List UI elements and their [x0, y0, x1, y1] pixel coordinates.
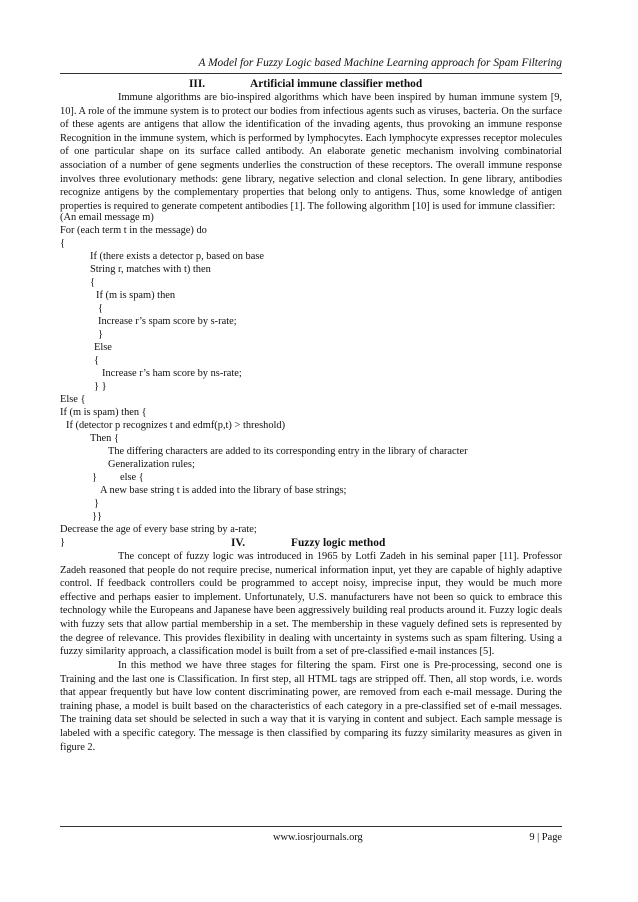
algorithm-line: Else	[94, 342, 112, 353]
algorithm-line: String r, matches with t) then	[90, 264, 211, 275]
algorithm-line: }}	[92, 511, 102, 522]
algorithm-line: A new base string t is added into the library of base strings;	[100, 485, 347, 496]
algorithm-line: {	[98, 303, 103, 314]
section-3-title: Artificial immune classifier method	[250, 78, 423, 90]
algorithm-line: {	[90, 277, 95, 288]
algorithm-line: Increase r’s spam score by s-rate;	[98, 316, 237, 327]
algorithm-line: }	[94, 498, 99, 509]
algorithm-line: The differing characters are added to its corresponding entry in the library of character	[108, 446, 468, 457]
section-3-number: III.	[189, 78, 206, 90]
section-4-paragraph-2: In this method we have three stages for filtering the spam. First one is Pre-processing, second one is Training and the last one is Classification. In first step, all HTML tags are stripped off. Then, all stop words, i.e. words that appear frequently but have low content discriminating power, are removed from each e-mail message. During the training phase, a model is built based on the characteristics of each category in a pre-classified set of e-mail messages. The training data set should be selected in such a way that it is varying in content and subject. Each sample message is labeled with a specific category. The message is then classified by comparing its fuzzy similarity measures as given in figure 2.	[60, 660, 562, 753]
algorithm-line: }	[98, 329, 103, 340]
header-rule	[60, 73, 562, 74]
algorithm-line: For (each term t in the message) do	[60, 225, 207, 236]
running-header: A Model for Fuzzy Logic based Machine Learning approach for Spam Filtering	[198, 57, 562, 69]
algorithm-line: }	[60, 537, 65, 548]
algorithm-line: Decrease the age of every base string by a-rate;	[60, 524, 257, 535]
algorithm-line: Generalization rules;	[108, 459, 195, 470]
algorithm-line: If (there exists a detector p, based on base	[90, 251, 264, 262]
algorithm-line: else {	[120, 472, 144, 483]
algorithm-line: If (detector p recognizes t and edmf(p,t) > threshold)	[66, 420, 286, 431]
algorithm-line: Else {	[60, 394, 86, 405]
algorithm-line: }	[92, 472, 97, 483]
section-3-paragraph: Immune algorithms are bio-inspired algorithms which have been inspired by human immune system [9, 10]. A role of the immune system is to protect our bodies from infectious agents such as viruses, bacteria. On the surface of these agents are antigens that allow the identification of the invading agents, thus provoking an immune response Recognition in the immune system, which is performed by lymphocytes. Each lymphocyte expresses receptor molecules of one particular shape on its surface called antibody. An elaborate genetic mechanism involving combinatorial association of a number of gene segments underlies the construction of these receptors. The overall immune response involves three evolutionary methods: gene library, negative selection and clonal selection. In gene library, antibodies recognize antigens by the complementary properties that belong only to antigens. Thus, some knowledge of antigen properties is required to generate competent antibodies [1]. The following algorithm [10] is used for immune classifier:	[60, 92, 562, 212]
algorithm-line: {	[60, 238, 65, 249]
section-4-number: IV.	[231, 537, 246, 549]
section-4-title: Fuzzy logic method	[291, 537, 386, 549]
algorithm-line: If (m is spam) then {	[60, 407, 147, 418]
section-4-paragraph-1: The concept of fuzzy logic was introduced in 1965 by Lotfi Zadeh in his seminal paper [11]. Professor Zadeh reasoned that people do not require precise, numerical information input, yet they are capable of highly adaptive control. If feedback controllers could be programmed to accept noisy, imprecise input, they would be much more effective and perhaps easier to implement. Unfortunately, U.S. manufacturers have not been so quick to embrace this technology while the Europeans and Japanese have been aggressively building real products around it. Fuzzy logic deals with fuzzy sets that allow partial membership in a set. The membership in these vaguely defined sets is represented by the degree of relevance. This provides flexibility in dealing with uncertainty in systems such as spam filtering. Using a fuzzy similarity approach, a classification model is built from a set of pre-classified e-mail instances [5].	[60, 551, 562, 658]
document-page	[60, 0, 562, 902]
footer-page-number: 9 | Page	[529, 832, 562, 843]
footer-rule	[60, 826, 562, 827]
algorithm-line: Increase r’s ham score by ns-rate;	[102, 368, 242, 379]
algorithm-line: If (m is spam) then	[96, 290, 176, 301]
footer-website: www.iosrjournals.org	[273, 832, 363, 843]
algorithm-line: (An email message m)	[60, 212, 154, 223]
algorithm-line: {	[94, 355, 99, 366]
algorithm-line: } }	[94, 381, 107, 392]
algorithm-line: Then {	[90, 433, 119, 444]
